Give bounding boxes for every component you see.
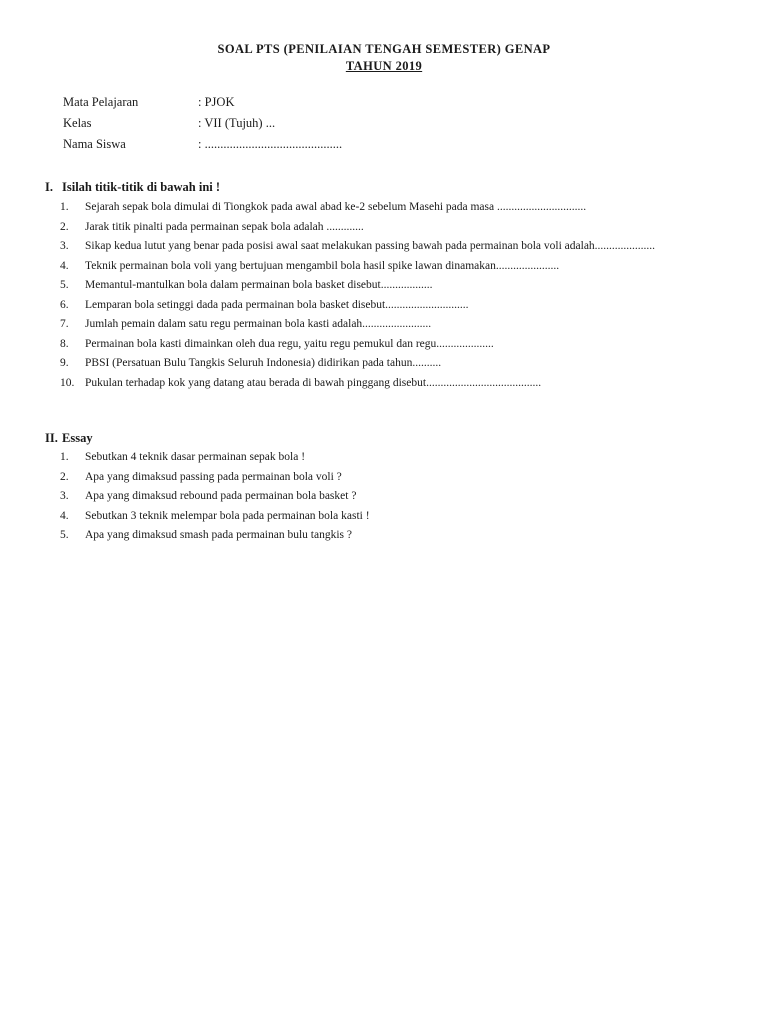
document-year: TAHUN 2019 <box>345 59 423 73</box>
question-number: 10. <box>60 376 75 389</box>
question-item <box>60 374 703 394</box>
question-number: 6. <box>60 298 69 311</box>
question-number: 3. <box>60 490 69 502</box>
question-item <box>60 448 703 468</box>
question-text: Apa yang dimaksud passing pada permainan bola voli ? <box>85 470 342 483</box>
question-number: 5. <box>60 529 69 541</box>
question-text: Apa yang dimaksud smash pada permainan bulu tangkis ? <box>85 529 352 541</box>
info-value: : VII (Tujuh) ... <box>198 116 276 130</box>
question-item <box>60 526 703 546</box>
question-text: Sejarah sepak bola dimulai di Tiongkok pada awal abad ke-2 sebelum Masehi pada masa ............................... <box>85 201 587 213</box>
question-text: PBSI (Persatuan Bulu Tangkis Seluruh Indonesia) didirikan pada tahun.......... <box>85 357 442 369</box>
section-1-heading <box>45 180 220 195</box>
question-text: Lemparan bola setinggi dada pada permainan bola basket disebut............................. <box>85 298 469 311</box>
info-value: : PJOK <box>198 95 235 109</box>
question-text: Memantul-mantulkan bola dalam permainan bola basket disebut.................. <box>85 279 433 291</box>
question-item <box>60 335 703 355</box>
question-text: Permainan bola kasti dimainkan oleh dua regu, yaitu regu pemukul dan regu.................... <box>85 337 494 350</box>
info-label: Kelas <box>63 116 92 130</box>
question-number: 7. <box>60 318 69 330</box>
question-item <box>60 487 703 507</box>
question-text: Sebutkan 4 teknik dasar permainan sepak bola ! <box>85 451 306 463</box>
question-number: 2. <box>60 220 69 233</box>
question-text: Sikap kedua lutut yang benar pada posisi awal saat melakukan passing bawah pada permainan bola voli adalah..................... <box>85 240 656 252</box>
question-number: 8. <box>60 337 69 350</box>
question-item <box>60 354 703 374</box>
question-text: Jarak titik pinalti pada permainan sepak bola adalah ............. <box>85 220 364 233</box>
question-number: 4. <box>60 259 69 272</box>
section-title: Isilah titik-titik di bawah ini ! <box>62 180 221 194</box>
section-title: Essay <box>62 431 93 445</box>
question-item <box>60 468 703 488</box>
question-text: Apa yang dimaksud rebound pada permainan bola basket ? <box>85 490 357 502</box>
question-text: Sebutkan 3 teknik melempar bola pada permainan bola kasti ! <box>85 509 370 522</box>
section-2-question-list <box>60 448 703 546</box>
info-value: : ............................................ <box>198 137 343 151</box>
question-item <box>60 296 703 316</box>
question-item <box>60 198 703 218</box>
question-text: Teknik permainan bola voli yang bertujuan mengambil bola hasil spike lawan dinamakan...................... <box>85 259 560 272</box>
question-item <box>60 507 703 527</box>
info-label: Nama Siswa <box>63 137 126 151</box>
info-label: Mata Pelajaran <box>63 95 139 109</box>
question-number: 3. <box>60 240 69 252</box>
question-item <box>60 237 703 257</box>
question-number: 2. <box>60 470 69 483</box>
section-1-question-list <box>60 198 703 393</box>
section-number: II. <box>45 431 58 445</box>
question-item <box>60 276 703 296</box>
question-text: Jumlah pemain dalam satu regu permainan bola kasti adalah........................ <box>85 318 432 330</box>
question-number: 4. <box>60 509 69 522</box>
question-item <box>60 218 703 238</box>
section-2-heading <box>45 431 93 446</box>
question-item <box>60 257 703 277</box>
question-text: Pukulan terhadap kok yang datang atau berada di bawah pinggang disebut........................................ <box>85 376 542 389</box>
document-title: SOAL PTS (PENILAIAN TENGAH SEMESTER) GENAP <box>217 42 551 56</box>
question-item <box>60 315 703 335</box>
question-number: 1. <box>60 451 69 463</box>
question-number: 1. <box>60 201 69 213</box>
question-number: 9. <box>60 357 69 369</box>
section-number: I. <box>45 180 53 194</box>
question-number: 5. <box>60 279 69 291</box>
